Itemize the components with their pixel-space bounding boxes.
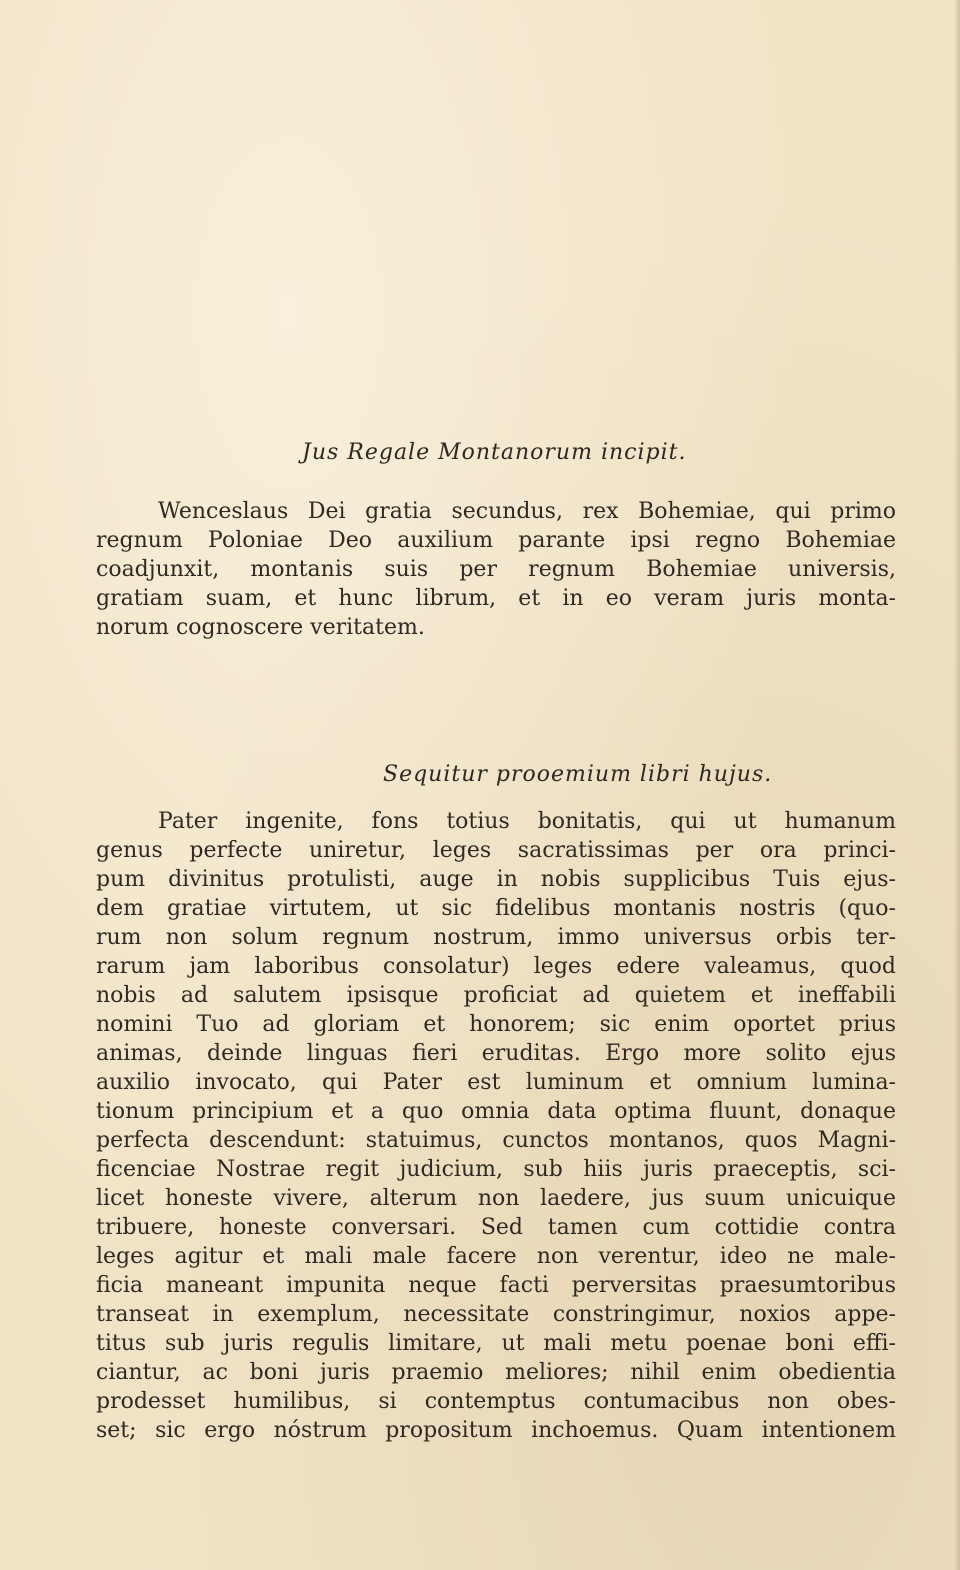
text-line: Pater ingenite, fons totius bonitatis, qui ut humanum xyxy=(158,809,896,834)
text-line: nobis ad salutem ipsisque proficiat ad quietem et ineffabili xyxy=(96,983,896,1008)
text-line: Wenceslaus Dei gratia secundus, rex Bohemiae, qui primo xyxy=(158,499,896,524)
text-line: animas, deinde linguas fieri eruditas. Ergo more solito ejus xyxy=(96,1041,896,1066)
prooemium-heading: Sequitur prooemium libri hujus. xyxy=(383,762,773,787)
text-line: set; sic ergo nóstrum propositum inchoemus. Quam intentionem xyxy=(96,1418,896,1443)
title-heading: Jus Regale Montanorum incipit. xyxy=(302,440,687,465)
text-line: dem gratiae virtutem, ut sic fidelibus montanis nostris (quo- xyxy=(96,896,896,921)
text-line: coadjunxit, montanis suis per regnum Bohemiae universis, xyxy=(96,557,896,582)
text-line: pum divinitus protulisti, auge in nobis supplicibus Tuis ejus- xyxy=(96,867,896,892)
text-line: perfecta descendunt: statuimus, cunctos montanos, quos Magni- xyxy=(96,1128,896,1153)
text-line: leges agitur et mali male facere non verentur, ideo ne male- xyxy=(96,1244,896,1269)
text-line: tribuere, honeste conversari. Sed tamen cum cottidie contra xyxy=(96,1215,896,1240)
text-line: rum non solum regnum nostrum, immo universus orbis ter- xyxy=(96,925,896,950)
text-line: gratiam suam, et hunc librum, et in eo veram juris monta- xyxy=(96,586,896,611)
text-line: ficia maneant impunita neque facti perversitas praesumtoribus xyxy=(96,1273,896,1298)
text-line: norum cognoscere veritatem. xyxy=(96,615,425,640)
text-line: transeat in exemplum, necessitate constringimur, noxios appe- xyxy=(96,1302,896,1327)
text-line: licet honeste vivere, alterum non laedere, jus suum unicuique xyxy=(96,1186,896,1211)
page-edge-shadow xyxy=(954,0,960,1570)
text-line: prodesset humilibus, si contemptus contumacibus non obes- xyxy=(96,1389,896,1414)
text-line: nomini Tuo ad gloriam et honorem; sic enim oportet prius xyxy=(96,1012,896,1037)
decree-paragraph xyxy=(96,497,896,642)
text-line: ciantur, ac boni juris praemio meliores; nihil enim obedientia xyxy=(96,1360,896,1385)
text-line: rarum jam laboribus consolatur) leges edere valeamus, quod xyxy=(96,954,896,979)
text-line: genus perfecte uniretur, leges sacratissimas per ora princi- xyxy=(96,838,896,863)
text-line: ficenciae Nostrae regit judicium, sub hiis juris praeceptis, sci- xyxy=(96,1157,896,1182)
text-line: tionum principium et a quo omnia data optima fluunt, donaque xyxy=(96,1099,896,1124)
prooemium-paragraph xyxy=(96,807,896,1445)
text-line: regnum Poloniae Deo auxilium parante ipsi regno Bohemiae xyxy=(96,528,896,553)
text-line: auxilio invocato, qui Pater est luminum et omnium lumina- xyxy=(96,1070,896,1095)
text-line: titus sub juris regulis limitare, ut mali metu poenae boni effi- xyxy=(96,1331,896,1356)
